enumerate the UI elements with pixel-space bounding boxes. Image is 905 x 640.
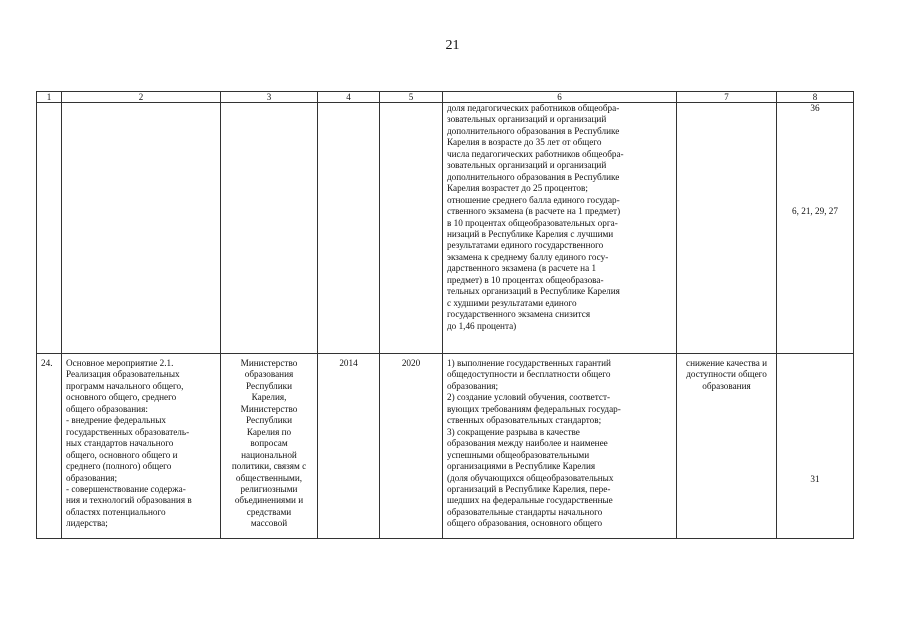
column-header: 3 xyxy=(221,92,318,103)
start-year: 2014 xyxy=(318,354,380,539)
column-header: 1 xyxy=(37,92,62,103)
table-row-continued xyxy=(37,103,854,354)
cell-empty xyxy=(677,103,777,354)
indicator-ref: 31 xyxy=(810,474,820,484)
column-header: 8 xyxy=(777,92,854,103)
cell-empty xyxy=(221,103,318,354)
indicator-refs-cell xyxy=(777,354,854,539)
expected-result: 1) выполнение государственных гарантий общедоступности и бесплатности общего образования; 2) создание условий обучения, соответст- вующих требованиям федеральных государ- ственных образовательных стандартов; 3) сокращение разрыва в качестве образования между наиболее и наименее успешными общеобразовательными организациями в Республике Карелия (доля обучающихся общеобразовательных организаций в Республике Карелия, пере- шедших на федеральные государственные образовательные стандарты начального общего образования, основного общего xyxy=(443,354,677,539)
page-number: 21 xyxy=(445,38,460,53)
consequences: снижение качества и доступности общего образования xyxy=(677,354,777,539)
column-header-row xyxy=(37,92,854,103)
column-header: 2 xyxy=(62,92,221,103)
column-header: 5 xyxy=(380,92,443,103)
row-number: 24. xyxy=(37,354,62,539)
column-header: 7 xyxy=(677,92,777,103)
indicator-text: доля педагогических работников общеобра- зовательных организаций и организаций дополнительного образования в Республике Карелия в возрасте до 35 лет от общего числа педагогических работников общеобра- зовательных организаций и организаций дополнительного образования в Республике Карелия возрастет до 25 процентов; отношение среднего балла единого государ- ственного экзамена (в расчете на 1 предмет) в 10 процентах общеобразовательных орга- низаций в Республике Карелия с лучшими результатами единого государственного экзамена к среднему баллу единого госу- дарственного экзамена (в расчете на 1 предмет) в 10 процентах общеобразова- тельных организаций в Республике Карелия с худшими результатами единого государственного экзамена снизится до 1,46 процента) xyxy=(443,103,677,354)
measure-description: Основное мероприятие 2.1. Реализация образовательных программ начального общего, основного общего, среднего общего образования: - внедрение федеральных государственных образователь- ных стандартов начального общего, основного общего и среднего (полного) общего образования; - совершенствование содержа- ния и технологий образования в областях потенциального лидерства; xyxy=(62,354,221,539)
cell-empty xyxy=(318,103,380,354)
indicator-ref-mid: 6, 21, 29, 27 xyxy=(792,206,838,216)
table-row-24 xyxy=(37,354,854,539)
end-year: 2020 xyxy=(380,354,443,539)
indicator-ref-top: 36 xyxy=(810,103,820,113)
cell-empty xyxy=(37,103,62,354)
column-header: 4 xyxy=(318,92,380,103)
program-table xyxy=(36,91,854,539)
cell-empty xyxy=(380,103,443,354)
indicator-refs-cell xyxy=(777,103,854,354)
column-header: 6 xyxy=(443,92,677,103)
responsible-executor: Министерство образования Республики Карелия, Министерство Республики Карелия по вопросам национальной политики, связям с общественными, религиозными объединениями и средствами массовой xyxy=(221,354,318,539)
cell-empty xyxy=(62,103,221,354)
